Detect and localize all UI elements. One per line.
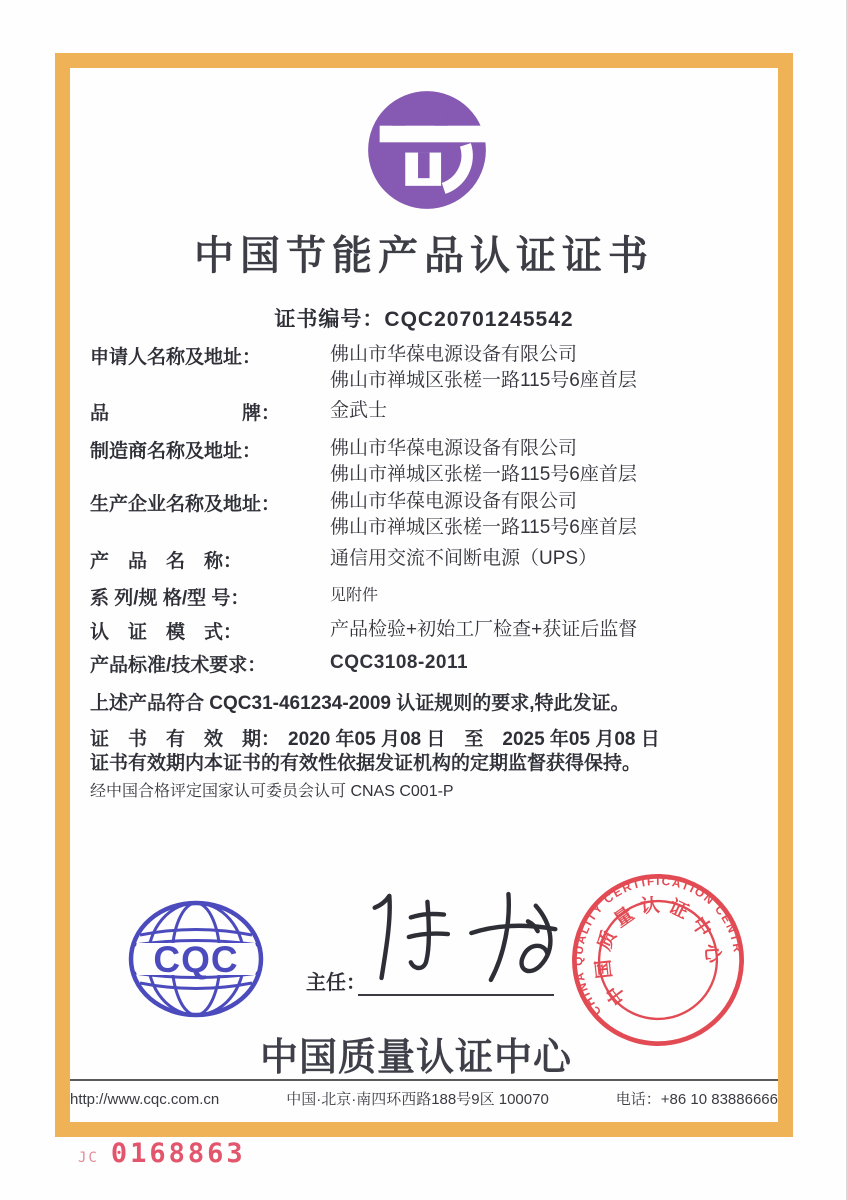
field-value [330,650,468,676]
serial-digits: 0168863 [110,1138,246,1169]
cqc-globe-logo-icon [126,898,266,1020]
field-label: 申请人名称及地址： [90,347,262,368]
issuing-organization-name: 中国质量认证中心 [259,1037,572,1079]
field-value [330,342,637,394]
field-value [330,546,597,572]
field-label: 品 牌： [90,403,281,424]
value-line: 佛山市华葆电源设备有限公司 [330,344,578,365]
director-signature [362,882,567,990]
stamp-text-chinese: 中国质量认证中心 [592,894,724,1009]
energy-conservation-mark-icon [363,86,491,214]
accreditation-statement: 经中国合格评定国家认可委员会认可 CNAS C001-P [90,783,454,800]
field-label: 产 品 名 称： [90,551,243,572]
field-value [330,436,637,488]
footer-website: http://www.cqc.com.cn [70,1091,220,1108]
field-label: 认 证 模 式： [90,622,243,643]
certificate-number-value: CQC20701245542 [384,308,574,331]
value-line: 通信用交流不间断电源（UPS） [330,548,598,569]
value-line: CQC3108-2011 [330,652,469,673]
validity-dates: 2020 年05 月08 日 至 2025 年05 月08 日 [288,729,660,750]
cqc-letters: CQC [153,939,239,980]
footer-divider [70,1079,778,1081]
field-label: 系 列/规 格/型 号： [90,588,250,609]
field-value [330,489,637,541]
certificate-number-line [0,303,848,333]
field-value [330,617,637,643]
validity-label: 证 书 有 效 期： [90,729,281,750]
value-line: 产品检验+初始工厂检查+获证后监督 [330,619,638,640]
stamp-text-english: CHINA QUALITY CERTIFICATION CENTRE [571,873,746,1019]
field-value [330,583,378,609]
value-line: 佛山市禅城区张槎一路115号6座首层 [330,464,637,485]
conformity-statement: 上述产品符合 CQC31-461234-2009 认证规则的要求,特此发证。 [90,693,630,714]
field-label: 产品标准/技术要求： [90,655,267,676]
field-label: 制造商名称及地址： [90,441,262,462]
signature-line [358,994,554,996]
certificate-title: 中国节能产品认证证书 [194,234,654,278]
value-line: 佛山市禅城区张槎一路115号6座首层 [330,517,637,538]
footer-phone: 电话：+86 10 83886666 [615,1091,778,1108]
field-label: 生产企业名称及地址： [90,494,281,515]
value-line: 佛山市禅城区张槎一路115号6座首层 [330,370,637,391]
value-line: 见附件 [330,587,379,604]
serial-prefix: JC [78,1150,99,1166]
certificate-number-label: 证书编号： [274,308,385,331]
footer [70,1088,778,1109]
serial-number [78,1138,246,1169]
value-line: 佛山市华葆电源设备有限公司 [330,438,578,459]
footer-address: 中国·北京·南四环西路188号9区 100070 [286,1091,549,1108]
field-value [330,398,387,424]
director-label: 主任： [306,972,366,994]
value-line: 金武士 [330,400,388,421]
svg-text:CHINA QUALITY CERTIFICATION [563,865,751,1021]
value-line: 佛山市华葆电源设备有限公司 [330,491,578,512]
maintenance-statement: 证书有效期内本证书的有效性依据发证机构的定期监督获得保持。 [90,753,642,774]
